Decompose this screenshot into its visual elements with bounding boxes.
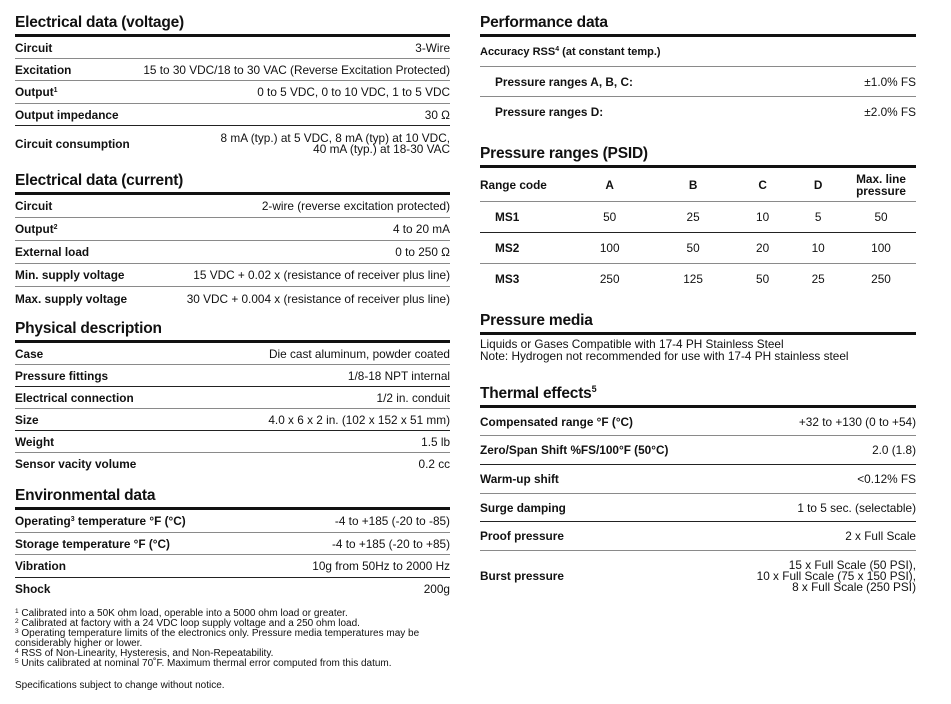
footnote: $^3$ Operating temperature limits of the electronics only. Pressure media temperatures may be considerably higher or lower. [15,628,420,649]
spec-value: 0.2 cc [418,457,450,471]
spec-value: <0.12% FS [857,472,916,486]
table-cell: 50 [756,272,770,286]
spec-row-compensated-range [480,408,916,436]
section-title: Thermal effects$^5$ [480,385,916,408]
spec-value: 2.0 (1.8) [872,443,916,457]
spec-label: Circuit [15,199,53,213]
section-electrical-current [15,172,450,310]
spec-value: 15 to 30 VDC/18 to 30 VAC (Reverse Excitation Protected) [143,62,450,77]
spec-label: Size [15,412,39,427]
spec-value: Die cast aluminum, powder coated [269,346,450,361]
spec-row-accuracy [480,37,916,67]
spec-row-output-impedance [15,104,450,126]
column-header: B [651,168,734,202]
spec-value: 0 to 5 VDC, 0 to 10 VDC, 1 to 5 VDC [257,85,450,99]
footnote-ref: 1 [53,87,58,94]
table-cell: 25 [811,272,825,286]
spec-row-burst-pressure [480,551,916,601]
table-row [480,264,916,295]
spec-label: Output impedance [15,107,119,122]
column-header: D [790,168,846,202]
footnote: $^1$ Calibrated into a 50K ohm load, operable into a 5000 ohm load or greater. [15,608,348,619]
spec-label: Circuit [15,40,53,55]
spec-label: Pressure fittings [15,368,109,383]
spec-value: +32 to +130 (0 to +54) [798,414,916,429]
spec-value: 30 VDC + 0.004 x (resistance of receiver plus line) [186,291,450,306]
spec-value: 1 to 5 sec. (selectable) [797,500,916,515]
spec-label: Zero/Span Shift %FS/100°F (50°C) [480,443,669,457]
spec-label: Warm-up shift [480,472,559,486]
spec-row-output [15,218,450,241]
spec-row-pressure-fittings [15,365,450,387]
spec-value: 1/2 in. conduit [376,390,450,405]
table-cell: 100 [846,233,916,264]
spec-row-surge-damping [480,494,916,522]
section-title: Pressure media [480,312,916,335]
table-cell: 250 [871,272,891,286]
spec-label: Max. supply voltage [15,291,128,306]
footnote-ref: 4 [555,45,560,53]
table-cell: 50 [568,202,651,233]
spec-value: ±2.0% FS [864,105,916,119]
spec-value: 15 x Full Scale (50 PSI), 10 x Full Scale (75 x 150 PSI), 8 x Full Scale (250 PSI) [756,557,916,594]
spec-label: Proof pressure [480,529,564,543]
spec-row-size [15,409,450,431]
range-code: MS1 [480,202,568,233]
spec-label: External load [15,245,90,259]
spec-label: Weight [15,434,55,449]
spec-value: 30 Ω [424,107,450,122]
spec-label: Excitation [15,62,72,77]
spec-label: Storage temperature °F (°C) [15,536,170,551]
table-header-row [480,168,916,202]
section-title: Physical description [15,320,450,343]
spec-label: Circuit consumption [15,137,130,151]
spec-label: Vibration [15,559,66,573]
spec-value: 4 to 20 mA [392,222,450,236]
footnote: $^4$ RSS of Non-Linearity, Hysteresis, and Non-Repeatability. [15,648,274,659]
table-cell: 25 [651,202,734,233]
spec-value: -4 to +185 (-20 to +85) [331,536,450,551]
spec-value: 3-Wire [415,40,450,55]
section-environmental-data [15,487,450,600]
spec-value: ±1.0% FS [864,74,916,89]
spec-label: Min. supply voltage [15,268,125,282]
spec-row-storage-temperature [15,533,450,555]
spec-label: Case [15,346,44,361]
spec-label: Burst pressure [480,569,564,583]
spec-label: Output$^1$ [15,85,58,99]
spec-row-operating-temperature [15,510,450,533]
section-electrical-voltage [15,14,450,162]
spec-value: 2 x Full Scale [845,529,916,543]
spec-value: 15 VDC + 0.02 x (resistance of receiver plus line) [193,268,450,282]
spec-value: 1/8-18 NPT internal [347,368,450,383]
section-title: Performance data [480,14,916,37]
table-row [480,202,916,233]
spec-value: 0 to 250 Ω [395,245,450,259]
spec-value: 200g [423,582,450,596]
table-cell: 50 [846,202,916,233]
spec-row-circuit-consumption [15,126,450,162]
spec-row-shock [15,578,450,600]
spec-label: Output$^2$ [15,222,58,236]
column-header: A [568,168,651,202]
spec-label: Electrical connection [15,390,134,405]
spec-row-zero-span-shift [480,436,916,465]
column-header: Max. line pressure [846,168,916,202]
table-cell: 250 [599,272,620,286]
spec-row-warm-up-shift [480,465,916,494]
table-cell: 10 [735,202,791,233]
section-title: Environmental data [15,487,450,510]
spec-row-electrical-connection [15,387,450,409]
table-cell: 10 [790,233,846,264]
spec-label: Pressure ranges A, B, C: [495,74,633,89]
table-row [480,233,916,264]
spec-row-min-supply-voltage [15,264,450,287]
spec-value: 4.0 x 6 x 2 in. (102 x 152 x 51 mm) [268,412,450,427]
spec-row-proof-pressure [480,522,916,551]
section-performance-data [480,14,916,127]
table-cell: 50 [651,233,734,264]
spec-label: Compensated range °F (°C) [480,414,633,429]
column-header: Range code [480,168,568,202]
spec-row-circuit [15,37,450,59]
spec-row-case [15,343,450,365]
spec-row-pressure-ranges-abc [480,67,916,97]
section-title: Electrical data (current) [15,172,450,195]
pressure-media-text: Liquids or Gases Compatible with 17-4 PH Stainless Steel Note: Hydrogen not recommended for use with 17-4 PH stainless steel [480,337,849,363]
table-cell: 125 [683,272,703,286]
range-code: MS2 [480,233,568,264]
spec-value: 8 mA (typ.) at 5 VDC, 8 mA (typ) at 10 VDC, 40 mA (typ.) at 18-30 VAC [220,131,450,156]
section-thermal-effects [480,385,916,601]
spec-row-max-supply-voltage [15,287,450,310]
footnote-ref: 3 [70,516,75,523]
disclaimer: Specifications subject to change without notice. [15,680,225,691]
column-header: C [735,168,791,202]
spec-row-vibration [15,555,450,578]
spec-row-sensor-cavity-volume [15,453,450,475]
spec-row-circuit [15,195,450,218]
spec-value: 2-wire (reverse excitation protected) [261,199,450,213]
footnote: $^2$ Calibrated at factory with a 24 VDC loop supply voltage and a 250 ohm load. [15,618,360,629]
table-cell: 20 [735,233,791,264]
spec-row-excitation [15,59,450,81]
section-pressure-ranges [480,145,916,294]
table-cell: 100 [568,233,651,264]
spec-row-weight [15,431,450,453]
section-physical-description [15,320,450,475]
spec-row-pressure-ranges-d [480,97,916,127]
section-pressure-media [480,312,916,362]
footnote-ref: 2 [53,224,58,231]
spec-label: Sensor vacity volume [15,457,137,471]
section-title: Electrical data (voltage) [15,14,450,37]
table-cell: 5 [790,202,846,233]
spec-value: 10g from 50Hz to 2000 Hz [312,559,450,573]
spec-label: Shock [15,582,51,596]
spec-value: 1.5 lb [421,434,450,449]
spec-label: Operating$^3$ temperature °F (°C) [15,514,186,528]
spec-row-external-load [15,241,450,264]
spec-value: -4 to +185 (-20 to -85) [334,514,450,528]
spec-row-output [15,81,450,104]
range-code: MS3 [495,272,520,286]
spec-label: Pressure ranges D: [495,105,604,119]
spec-label: Surge damping [480,500,566,515]
pressure-ranges-table [480,168,916,294]
footnote-ref: 5 [591,384,597,394]
footnote: $^5$ Units calibrated at nominal 70˚F. Maximum thermal error computed from this datum. [15,658,392,669]
footnotes [15,609,455,669]
spec-label: Accuracy RSS$^4$ (at constant temp.) [480,45,661,58]
section-title: Pressure ranges (PSID) [480,145,916,168]
